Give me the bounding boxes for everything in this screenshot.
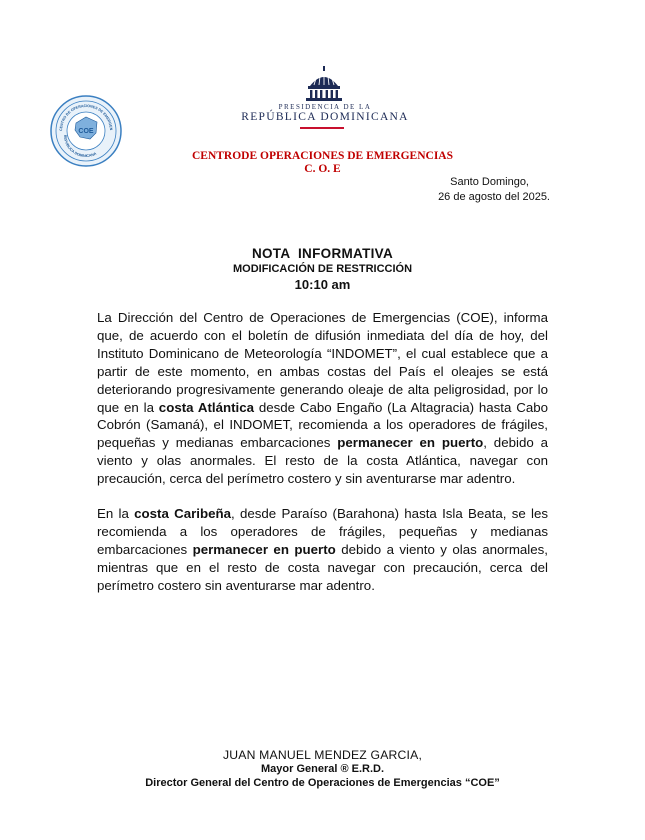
document-time: 10:10 am	[294, 277, 351, 292]
center-name: CENTRODE OPERACIONES DE EMERGENCIAS	[191, 150, 454, 162]
signatory-title: Director General del Centro de Operaciones de Emergencias “COE”	[145, 777, 500, 789]
presidency-line1: PRESIDENCIA DE LA	[278, 103, 372, 111]
signatory-rank: Mayor General ® E.R.D.	[260, 763, 385, 775]
text-run: debido a viento y olas anormales, mientras que en el resto de costa navegar con precaución, cerca del perímetro costero sin aventurarse mar adentro.	[97, 541, 548, 593]
document-title: NOTA INFORMATIVA	[251, 246, 394, 261]
seal-ring-text-bottom: REPUBLICA DOMINICANA	[62, 134, 98, 159]
text-run: , desde Paraíso (Barahona) hasta Isla Beata, se les recomienda a los operadores de frágiles, pequeñas y medianas embarcaciones	[97, 506, 548, 557]
seal-center-text: COE	[78, 128, 94, 135]
bold-term-permanecer-en-puerto: permanecer en puerto	[192, 541, 336, 557]
text-run: En la	[97, 506, 135, 521]
bold-term-costa-atlantica: costa Atlántica	[158, 399, 255, 415]
document-subtitle: MODIFICACIÓN DE RESTRICCIÓN	[232, 263, 413, 275]
seal-ring-text-top: CENTRO DE OPERACIONES DE EMERGEN	[58, 103, 114, 132]
text-run: La Dirección del Centro de Operaciones de Emergencias (COE), informa que, de acuerdo con el boletín de difusión inmediata del día de hoy, del Instituto Dominicano de Meteorología “INDOMET”, el cual establece que a partir de este momento, en ambas costas del País el oleajes se está deteriorando progresivamente generando oleaje de alta peligrosidad, por lo que en la	[97, 310, 548, 415]
bold-term-permanecer-en-puerto: permanecer en puerto	[337, 435, 484, 451]
text-run: desde Cabo Engaño (La Altagracia) hasta Cabo Cobrón (Samaná), el INDOMET, recomienda a los operadores de frágiles, pequeñas y medianas embarcaciones	[97, 399, 549, 451]
signatory-name: JUAN MANUEL MENDEZ GARCIA,	[222, 748, 423, 762]
place: Santo Domingo,	[450, 176, 529, 188]
paragraph-caribbean	[97, 505, 548, 595]
date: 26 de agosto del 2025.	[438, 191, 550, 203]
header-red-rule	[300, 127, 344, 129]
text-run: , debido a viento y olas anormales. El resto de la costa Atlántica, navegar con precaución, cerca del perímetro costero y sin aventurarse mar adentro.	[97, 435, 548, 487]
presidency-dome-icon	[302, 66, 346, 102]
presidency-line2: REPÚBLICA DOMINICANA	[241, 111, 409, 123]
coe-seal-logo	[50, 95, 122, 167]
paragraph-atlantic	[97, 309, 548, 488]
bold-term-costa-caribena: costa Caribeña	[134, 506, 232, 521]
center-abbreviation: C. O. E	[304, 163, 341, 175]
